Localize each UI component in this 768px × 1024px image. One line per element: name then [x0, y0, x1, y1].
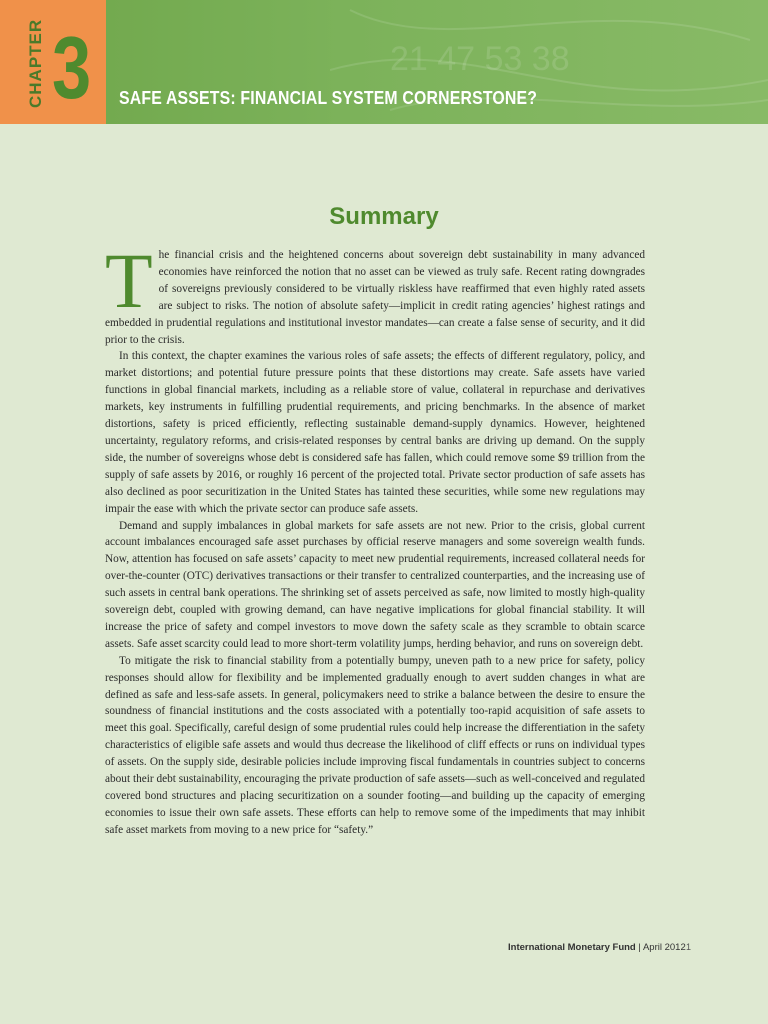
footer-citation	[508, 942, 686, 953]
footer-publisher: International Monetary Fund	[508, 942, 636, 953]
chapter-number: 3	[52, 18, 92, 117]
page-number: 1	[686, 942, 692, 952]
chapter-header	[0, 0, 768, 124]
footer-date: April 2012	[642, 942, 686, 953]
summary-body	[105, 237, 645, 839]
paragraph-2: In this context, the chapter examines the various roles of safe assets; the effects of different regulatory, policy, and market distortions; and potential future pressure points that these distortions may create. Safe assets have varied functions in global financial markets, including as a reliable store of value, collateral in repurchase and derivatives markets, key instruments in fulfilling prudential requirements, and pricing benchmarks. In the absence of market distortions, safety is priced efficiently, reflecting sustainable demand-supply dynamics. However, heightened uncertainty, regulatory reforms, and crisis-related responses by central banks are driving up demand. On the supply side, the number of sovereigns whose debt is considered safe has fallen, which could remove some $9 trillion from the supply of safe assets by 2016, or roughly 16 percent of the projected total. Private sector production of safe assets has also declined as poor securitization in the United States has tainted these securities, while some new regulations may impair the ease with which the private sector can produce safe assets.	[105, 350, 645, 515]
chapter-tab	[0, 0, 106, 124]
chapter-label: CHAPTER	[26, 18, 45, 108]
chapter-title: SAFE ASSETS: FINANCIAL SYSTEM CORNERSTONE?	[119, 88, 538, 108]
drop-cap: T	[105, 237, 153, 324]
paragraph-1	[105, 237, 645, 348]
header-deco-numbers: 21 47 53 38	[390, 40, 570, 78]
footer-separator: |	[635, 942, 643, 953]
summary-heading: Summary	[329, 203, 439, 230]
paragraph-4: To mitigate the risk to financial stability from a potentially bumpy, uneven path to a new price for safety, policy responses should allow for flexibility and be implemented gradually enough to avert sudden changes in what are defined as safe and less-safe assets. In general, policymakers need to strike a balance between the desire to ensure the soundness of financial institutions and the costs associated with a potentially too-rapid acquisition of safe assets to meet this goal. Specifically, careful design of some prudential rules could help increase the differentiation in the safety characteristics of eligible safe assets and would thus decrease the likelihood of cliff effects or runs on individual types of assets. On the supply side, desirable policies include improving fiscal fundamentals in countries subject to concerns about their debt sustainability, encouraging the private production of safe assets—such as well-conceived and regulated covered bond structures and placing securitization on a sounder footing—and building up the capacity of emerging economies to issue their own safe assets. These efforts can help to remove some of the impediments that may inhibit safe asset markets from moving to a new price for “safety.”	[105, 654, 645, 836]
paragraph-3: Demand and supply imbalances in global markets for safe assets are not new. Prior to the crisis, global current account imbalances encouraged safe asset purchases by official reserve managers and some sovereign wealth funds. Now, attention has focused on safe assets’ capacity to meet new prudential requirements, increased collateral needs for over-the-counter (OTC) derivatives transactions or their transfer to centralized counterparties, and the increasing use of such assets in central bank operations. The shrinking set of assets perceived as safe, now limited to mostly high-quality sovereign debt, coupled with growing demand, can have negative implications for global financial stability. It will increase the price of safety and compel investors to move down the safety scale as they scramble to obtain scarce assets. Safe asset scarcity could lead to more short-term volatility jumps, herding behavior, and runs on sovereign debt.	[105, 519, 645, 650]
paragraph-1-text: he financial crisis and the heightened concerns about sovereign debt sustainability in many advanced economies have reinforced the notion that no asset can be viewed as truly safe. Recent rating downgrades of sovereigns previously considered to be virtually riskless have reaffirmed that even highly rated assets are subject to risks. The notion of absolute safety—implicit in credit rating agencies’ highest ratings and embedded in prudential regulations and institutional investor mandates—can create a false sense of security, and it did prior to the crisis.	[105, 249, 645, 346]
